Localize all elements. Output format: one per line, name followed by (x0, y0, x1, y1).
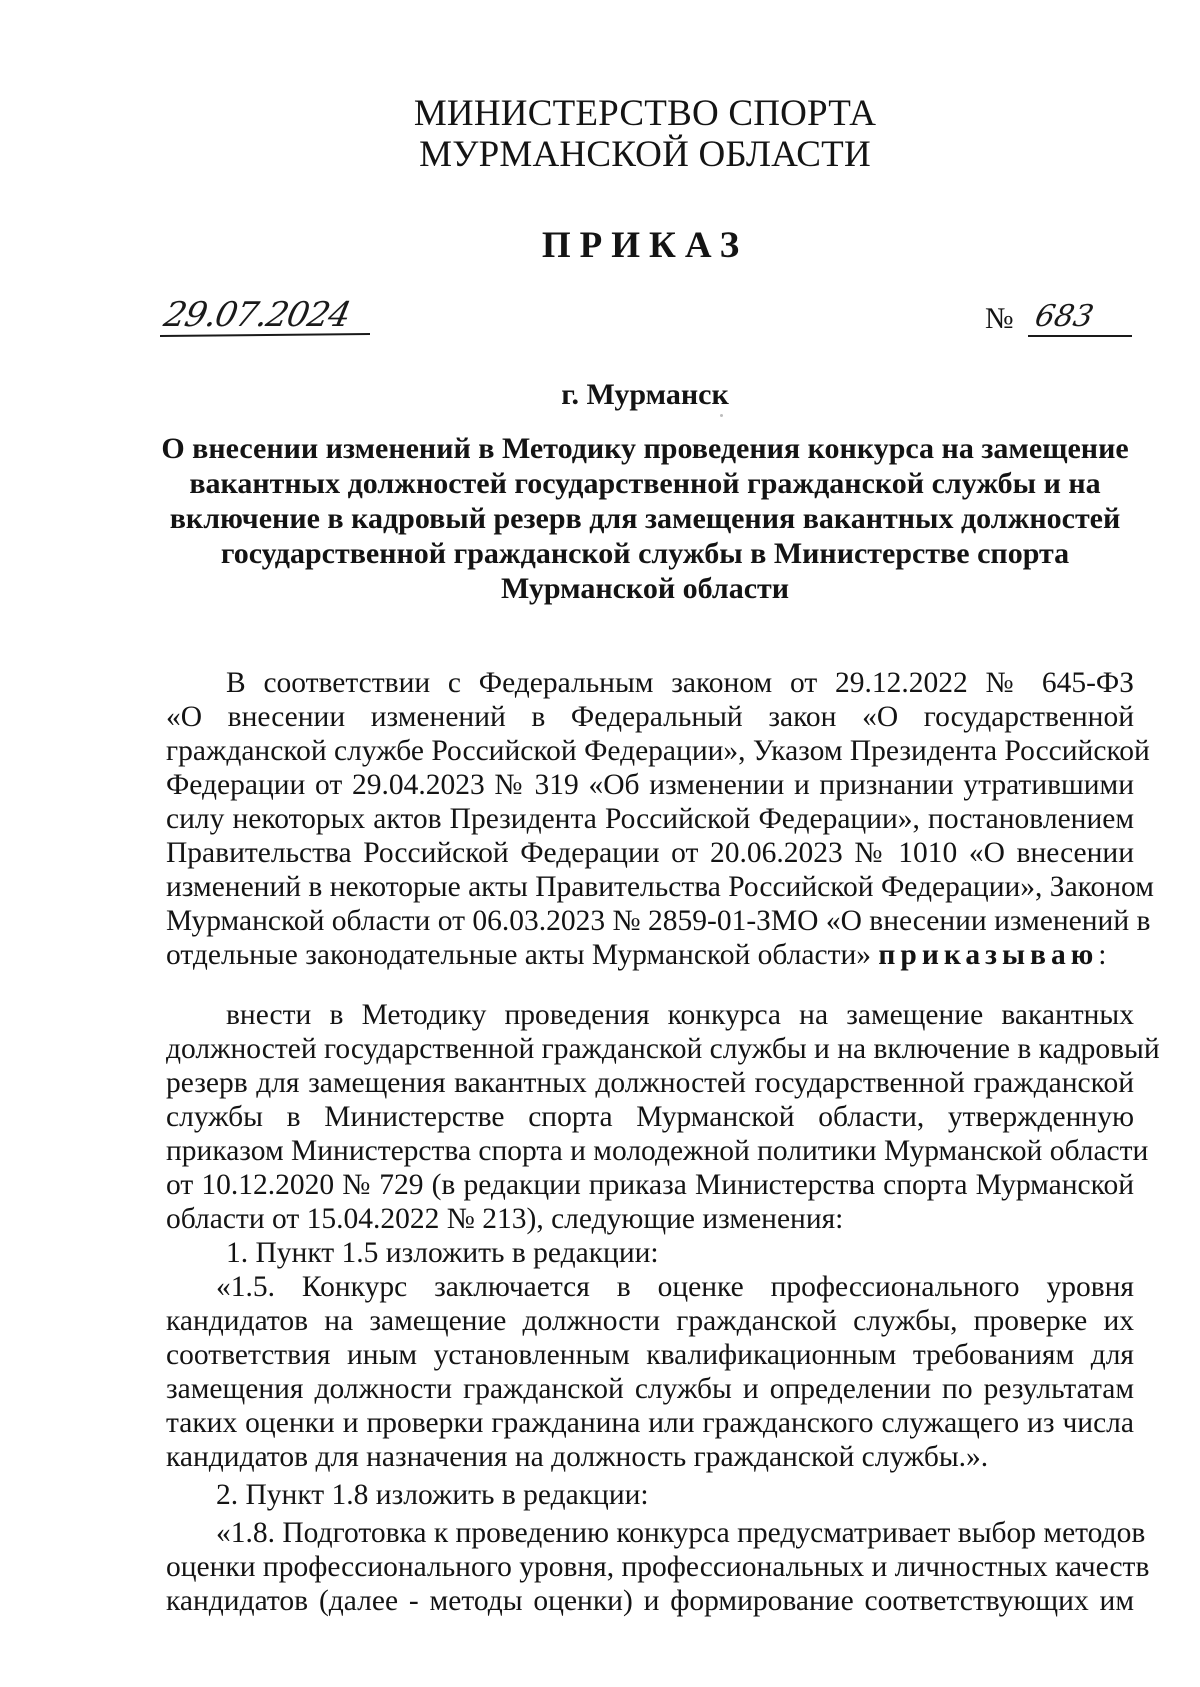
body-p1-line-3: гражданской службе Российской Федерации», Указом Президента Российской (166, 735, 1150, 767)
organization-name-line-1: МИНИСТЕРСТВО СПОРТА (413, 93, 877, 134)
item-1-line-6: кандидатов для назначения на должность гражданской службы.». (166, 1441, 989, 1473)
handwritten-order-number-text: 683 (1031, 299, 1097, 334)
body-p1-line-6: Правительства Российской Федерации от 20.06.2023 № 1010 «О внесении (166, 837, 1134, 869)
order-word: приказываю (878, 939, 1099, 971)
item-2-line-2: оценки профессионального уровня, профессиональных и личностных качеств (166, 1551, 1150, 1583)
body-p2-line-1: внести в Методику проведения конкурса на замещение вакантных (226, 999, 1134, 1031)
item-1-line-1: «1.5. Конкурс заключается в оценке профессионального уровня (216, 1271, 1134, 1303)
item-1-line-5: таких оценки и проверки гражданина или гражданского служащего из числа (166, 1407, 1134, 1439)
body-p2-line-5: приказом Министерства спорта и молодежной политики Мурманской области (166, 1135, 1149, 1167)
body-p2-line-6: от 10.12.2020 № 729 (в редакции приказа Министерства спорта Мурманской (166, 1169, 1134, 1201)
subject-line-2: вакантных должностей государственной гражданской службы и на (189, 467, 1101, 500)
item-1-line-3: соответствия иным установленным квалификационным требованиям для (166, 1339, 1134, 1371)
subject-line-4: государственной гражданской службы в Министерстве спорта (220, 537, 1070, 570)
subject-line-1: О внесении изменений в Методику проведения конкурса на замещение (161, 432, 1129, 465)
organization-name-line-2: МУРМАНСКОЙ ОБЛАСТИ (419, 134, 871, 175)
body-p1-last-suffix: : (1098, 939, 1107, 971)
item-2-line-3: кандидатов (далее - методы оценки) и формирование соответствующих им (166, 1585, 1134, 1617)
number-sign: № (985, 302, 1014, 335)
body-p1-line-9 (166, 938, 1134, 972)
city-line: г. Мурманск (561, 378, 729, 411)
handwritten-order-number (1028, 296, 1133, 340)
item-2-heading: 2. Пункт 1.8 изложить в редакции: (216, 1479, 649, 1511)
item-1-line-4: замещения должности гражданской службы и определении по результатам (166, 1373, 1134, 1405)
item-2-line-1: «1.8. Подготовка к проведению конкурса предусматривает выбор методов (216, 1517, 1146, 1549)
handwritten-date-text: 29.07.2024 (160, 295, 354, 335)
order-number-block (985, 296, 1135, 344)
item-1-line-2: кандидатов на замещение должности гражданской службы, проверке их (166, 1305, 1134, 1337)
body-p2-line-7: области от 15.04.2022 № 213), следующие изменения: (166, 1203, 844, 1235)
handwritten-date (158, 290, 373, 342)
item-1-heading: 1. Пункт 1.5 изложить в редакции: (226, 1237, 659, 1269)
body-p2-line-2: должностей государственной гражданской службы и на включение в кадровый (166, 1033, 1160, 1065)
body-p1-last-prefix: отдельные законодательные акты Мурманской области» (166, 939, 872, 971)
body-p1-line-1: В соответствии с Федеральным законом от 29.12.2022 № 645-ФЗ (226, 667, 1134, 699)
document-type-title: ПРИКАЗ (541, 225, 749, 266)
subject-line-5: Мурманской области (500, 572, 790, 605)
body-p1-line-7: изменений в некоторые акты Правительства Российской Федерации», Законом (166, 871, 1154, 903)
body-p1-line-4: Федерации от 29.04.2023 № 319 «Об изменении и признании утратившими (166, 769, 1134, 801)
body-p1-line-5: силу некоторых актов Президента Российской Федерации», постановлением (166, 803, 1134, 835)
body-p1-line-2: «О внесении изменений в Федеральный закон «О государственной (166, 701, 1134, 733)
scan-speck (720, 414, 723, 417)
body-p2-line-3: резерв для замещения вакантных должностей государственной гражданской (166, 1067, 1134, 1099)
body-p1-line-8: Мурманской области от 06.03.2023 № 2859-01-ЗМО «О внесении изменений в (166, 905, 1151, 937)
subject-line-3: включение в кадровый резерв для замещения вакантных должностей (169, 502, 1121, 535)
body-p2-line-4: службы в Министерстве спорта Мурманской области, утвержденную (166, 1101, 1134, 1133)
